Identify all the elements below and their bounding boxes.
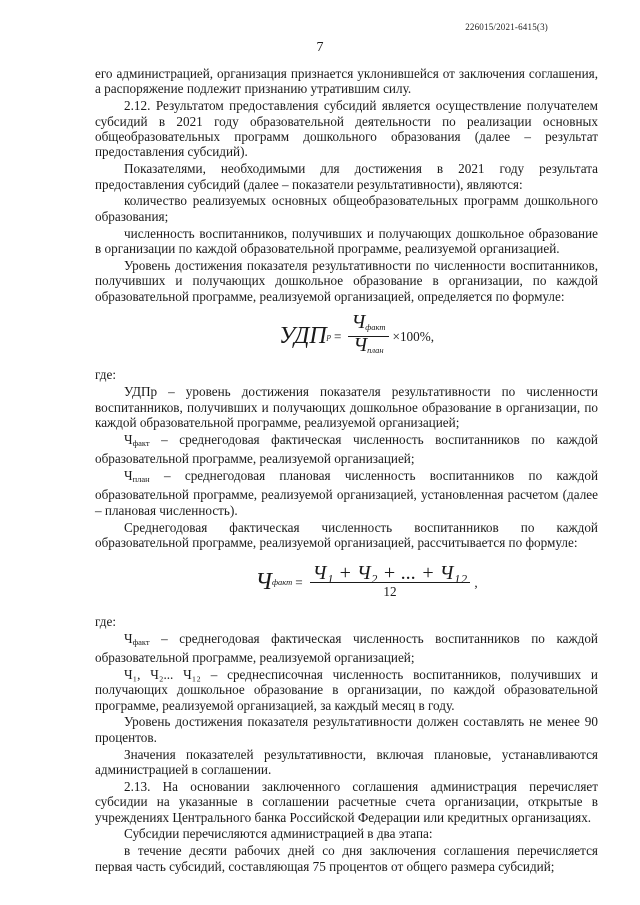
definition: $Ч_{факт}$ – среднегодовая фактическая численность воспитанников по каждой образовательной программе, реализуемой организацией;	[95, 431, 598, 467]
paragraph: 2.13. На основании заключенного соглашения администрация перечисляет субсидии на указанные в соглашении расчетные счета организации, открытые в учреждениях Центрального банка Российской Федерации или кредитных организациях.	[95, 778, 598, 825]
definition: Ч₁, Ч₂... Ч₁₂ – среднесписочная численность воспитанников, получивших и получающих дошкольное образование в организации, по каждой образовательной программе, реализуемой организацией, за каждый месяц в году.	[95, 666, 598, 713]
formula-lhs-sub: р	[326, 330, 331, 341]
paragraph: Уровень достижения показателя результативности должен составлять не менее 90 процентов.	[95, 714, 598, 745]
formula-numerator: Ч₁ + Ч₂ + ... + Ч₁₂	[310, 566, 471, 583]
definition: УДПр – уровень достижения показателя результативности по численности воспитанников, получивших и получающих дошкольное образование в организации, по каждой образовательной программе, реализуемой организацией;	[95, 384, 598, 431]
paragraph: Среднегодовая фактическая численность воспитанников по каждой образовательной программе, реализуемой организацией, рассчитывается по формуле:	[95, 519, 598, 551]
formula-denominator-sub: план	[367, 344, 384, 355]
paragraph: Значения показателей результативности, включая плановые, устанавливаются администрацией в соглашении.	[95, 746, 598, 778]
paragraph: численность воспитанников, получивших и получающих дошкольное образование в организации по каждой образовательной программе, реализуемой организацией.	[95, 225, 598, 257]
formula-tail: ×100%,	[392, 328, 435, 344]
formula-lhs: Ч	[255, 569, 272, 596]
formula-fraction	[310, 561, 471, 600]
paragraph: в течение десяти рабочих дней со дня заключения соглашения перечисляется первая часть субсидий, составляющая 75 процентов от общего размера субсидий;	[95, 843, 598, 874]
paragraph: Субсидии перечисляются администрацией в два этапа:	[124, 826, 433, 842]
paragraph: его администрацией, организация признается уклонившейся от заключения соглашения, а распоряжение подлежит признанию утратившим силу.	[95, 66, 598, 97]
document-body	[95, 66, 598, 875]
formula-denominator: 12	[383, 584, 397, 600]
formula-udp	[115, 305, 598, 367]
formula-equals: =	[334, 328, 342, 344]
formula-lhs: УДП	[278, 322, 327, 349]
paragraph: Уровень достижения показателя результативности по численности воспитанников, получивших и получающих дошкольное образование в организации, по каждой образовательной программе, реализуемой организацией, определяется по формуле:	[95, 257, 598, 304]
formula-fraction	[348, 310, 388, 359]
paragraph: 2.12. Результатом предоставления субсидий является осуществление получателем субсидий в 2021 году образовательной деятельности по реализации основных общеобразовательных программ дошкольного образования (далее – результат предоставления субсидий).	[95, 98, 598, 160]
formula-numerator: Ч	[351, 310, 366, 333]
paragraph: где:	[95, 367, 116, 383]
definition: $Ч_{факт}$ – среднегодовая фактическая численность воспитанников по каждой образовательной программе, реализуемой организацией;	[95, 630, 598, 666]
formula-lhs-sub: факт	[271, 577, 293, 588]
definition: $Ч_{план}$ – среднегодовая плановая численность воспитанников по каждой образовательной программе, реализуемой организацией, установленная расчетом (далее – плановая численность).	[95, 468, 598, 518]
formula-numerator-sub: факт	[365, 321, 386, 332]
formula-denominator: Ч	[353, 333, 368, 356]
page-number: 7	[316, 40, 324, 55]
paragraph: где:	[95, 613, 116, 629]
formula-average	[135, 552, 598, 614]
paragraph: Показателями, необходимыми для достижения в 2021 году результата предоставления субсидий (далее – показатели результативности), являются:	[95, 161, 598, 192]
formula-equals: =	[295, 575, 303, 591]
paragraph: количество реализуемых основных общеобразовательных программ дошкольного образования;	[95, 193, 598, 224]
formula-tail: ,	[474, 575, 478, 591]
document-id: 226015/2021-6415(3)	[465, 22, 548, 32]
